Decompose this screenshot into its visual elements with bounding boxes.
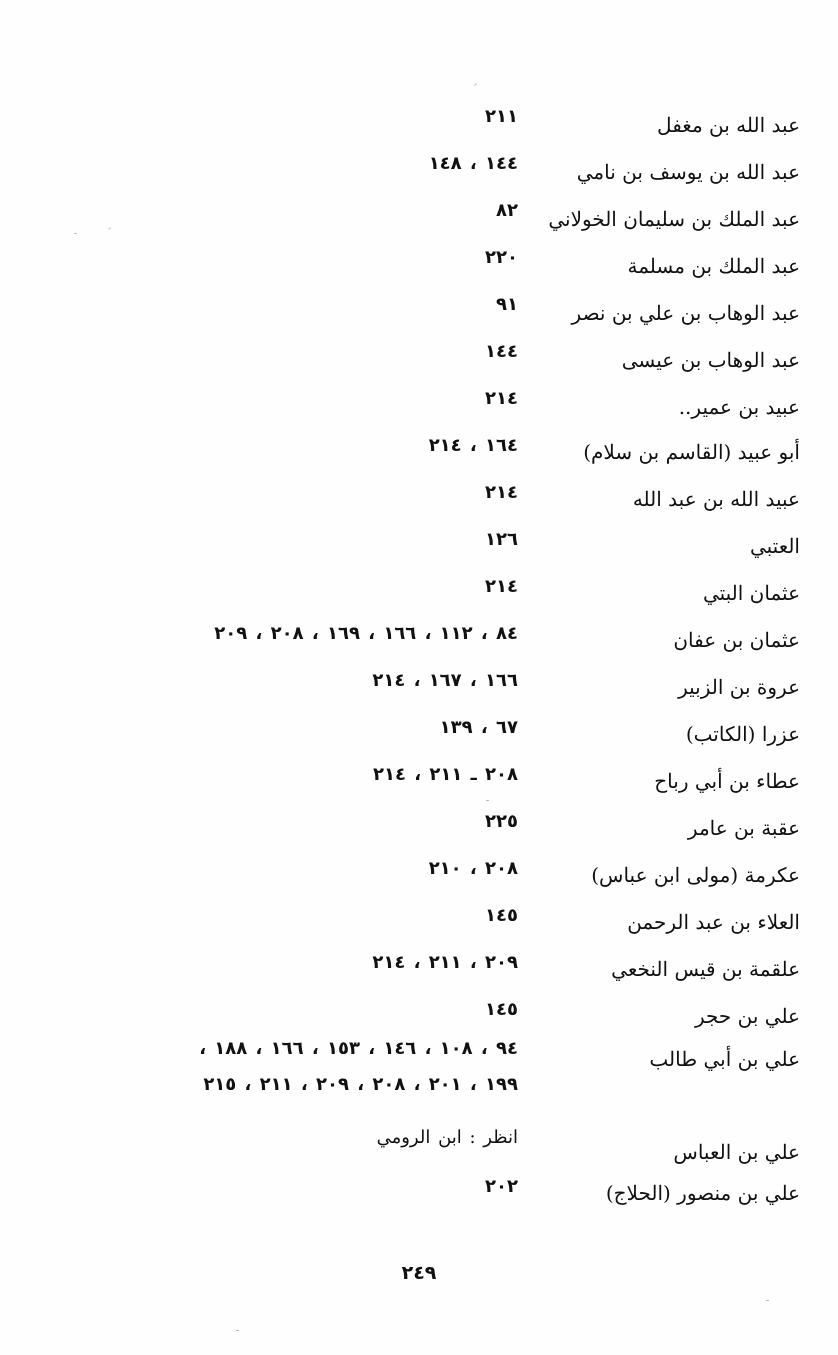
scan-speck xyxy=(236,1330,239,1331)
scan-speck xyxy=(486,800,489,801)
entry-pages: ٦٧ ، ١٣٩ xyxy=(439,717,518,738)
index-entry xyxy=(0,717,838,761)
index-entry xyxy=(0,435,838,479)
entry-pages: ١٤٥ xyxy=(485,905,518,926)
index-entry xyxy=(0,247,838,291)
index-entry xyxy=(0,106,838,150)
index-entry xyxy=(0,811,838,855)
scan-speck xyxy=(74,233,77,234)
scan-speck xyxy=(474,83,477,86)
entry-pages: ٢١٤ xyxy=(485,388,518,409)
entry-pages: ٢١١ xyxy=(485,106,518,127)
index-entry xyxy=(0,858,838,902)
entry-pages: ٢٠٢ xyxy=(485,1176,518,1197)
index-entry xyxy=(0,482,838,526)
entry-pages: ١٤٤ xyxy=(485,341,518,362)
entry-pages: ٢٢٠ xyxy=(485,247,518,268)
entry-pages: ٨٢ xyxy=(496,200,518,221)
index-entry xyxy=(0,153,838,197)
page-number: ٢٤٩ xyxy=(401,1262,437,1284)
entry-pages: ٩١ xyxy=(496,294,518,315)
entry-pages: ٢٠٨ ـ ٢١١ ، ٢١٤ xyxy=(373,764,518,785)
index-entry xyxy=(0,764,838,808)
entry-name: علي بن حجر xyxy=(694,1004,800,1028)
entry-pages: ١٤٥ xyxy=(485,999,518,1020)
entry-name: عثمان البتي xyxy=(702,581,800,605)
index-entry xyxy=(0,1127,838,1177)
index-entry xyxy=(0,341,838,385)
entry-pages: ١٦٦ ، ١٦٧ ، ٢١٤ xyxy=(372,670,518,691)
scan-speck xyxy=(766,1300,769,1301)
entry-pages: ٢٠٩ ، ٢١١ ، ٢١٤ xyxy=(372,952,518,973)
entry-name: عكرمة (مولى ابن عباس) xyxy=(591,863,800,887)
index-entry xyxy=(0,388,838,432)
index-entry xyxy=(0,670,838,714)
entry-pages: ٢١٤ xyxy=(485,482,518,503)
entry-pages: ٢٢٥ xyxy=(485,811,518,832)
index-entry xyxy=(0,200,838,244)
entry-pages: ١٤٤ ، ١٤٨ xyxy=(428,153,518,174)
entry-pages-continued: ١٩٩ ، ٢٠١ ، ٢٠٨ ، ٢٠٩ ، ٢١١ ، ٢١٥ xyxy=(203,1074,518,1095)
index-entry xyxy=(0,576,838,620)
entry-name: عبد الوهاب بن عيسى xyxy=(621,348,800,372)
entry-name: عزرا (الكاتب) xyxy=(685,722,800,746)
entry-cross-reference: انظر : ابن الرومي xyxy=(376,1127,518,1148)
entry-pages: ٨٤ ، ١١٢ ، ١٦٦ ، ١٦٩ ، ٢٠٨ ، ٢٠٩ xyxy=(214,623,518,644)
entry-pages: ٩٤ ، ١٠٨ ، ١٤٦ ، ١٥٣ ، ١٦٦ ، ١٨٨ ، xyxy=(199,1038,518,1059)
entry-name: عبد الله بن مغفل xyxy=(657,113,800,137)
entry-name: عبيد بن عمير.. xyxy=(678,395,800,419)
entry-name: علقمة بن قيس النخعي xyxy=(611,957,800,981)
entry-name: عقبة بن عامر xyxy=(687,816,800,840)
index-entry xyxy=(0,905,838,949)
entry-name: عطاء بن أبي رباح xyxy=(654,769,800,793)
entry-name: عبد الوهاب بن علي بن نصر xyxy=(571,301,800,325)
entry-name: عبد الملك بن سليمان الخولاني xyxy=(548,207,800,231)
entry-name: العلاء بن عبد الرحمن xyxy=(627,910,800,934)
entry-pages: ٢١٤ xyxy=(485,576,518,597)
entry-pages: ١٢٦ xyxy=(485,529,518,550)
entry-name: علي بن منصور (الحلاج) xyxy=(605,1181,800,1205)
entry-pages: ٢٠٨ ، ٢١٠ xyxy=(428,858,518,879)
entry-name: عروة بن الزبير xyxy=(678,675,800,699)
entry-pages: ١٦٤ ، ٢١٤ xyxy=(428,435,518,456)
entry-name: عثمان بن عفان xyxy=(673,628,800,652)
index-entry xyxy=(0,952,838,996)
index-entry xyxy=(0,294,838,338)
index-entry xyxy=(0,529,838,573)
entry-name: علي بن العباس xyxy=(673,1140,800,1164)
entry-name: عبد الله بن يوسف بن نامي xyxy=(576,160,800,184)
entry-name: أبو عبيد (القاسم بن سلام) xyxy=(583,440,800,464)
index-entry xyxy=(0,1038,838,1110)
entry-name: عبيد الله بن عبد الله xyxy=(632,487,800,511)
entry-name: العتبي xyxy=(749,534,800,558)
entry-name: عبد الملك بن مسلمة xyxy=(627,254,800,278)
index-entry xyxy=(0,623,838,667)
index-entry xyxy=(0,1176,838,1220)
entry-name: علي بن أبي طالب xyxy=(649,1047,800,1071)
